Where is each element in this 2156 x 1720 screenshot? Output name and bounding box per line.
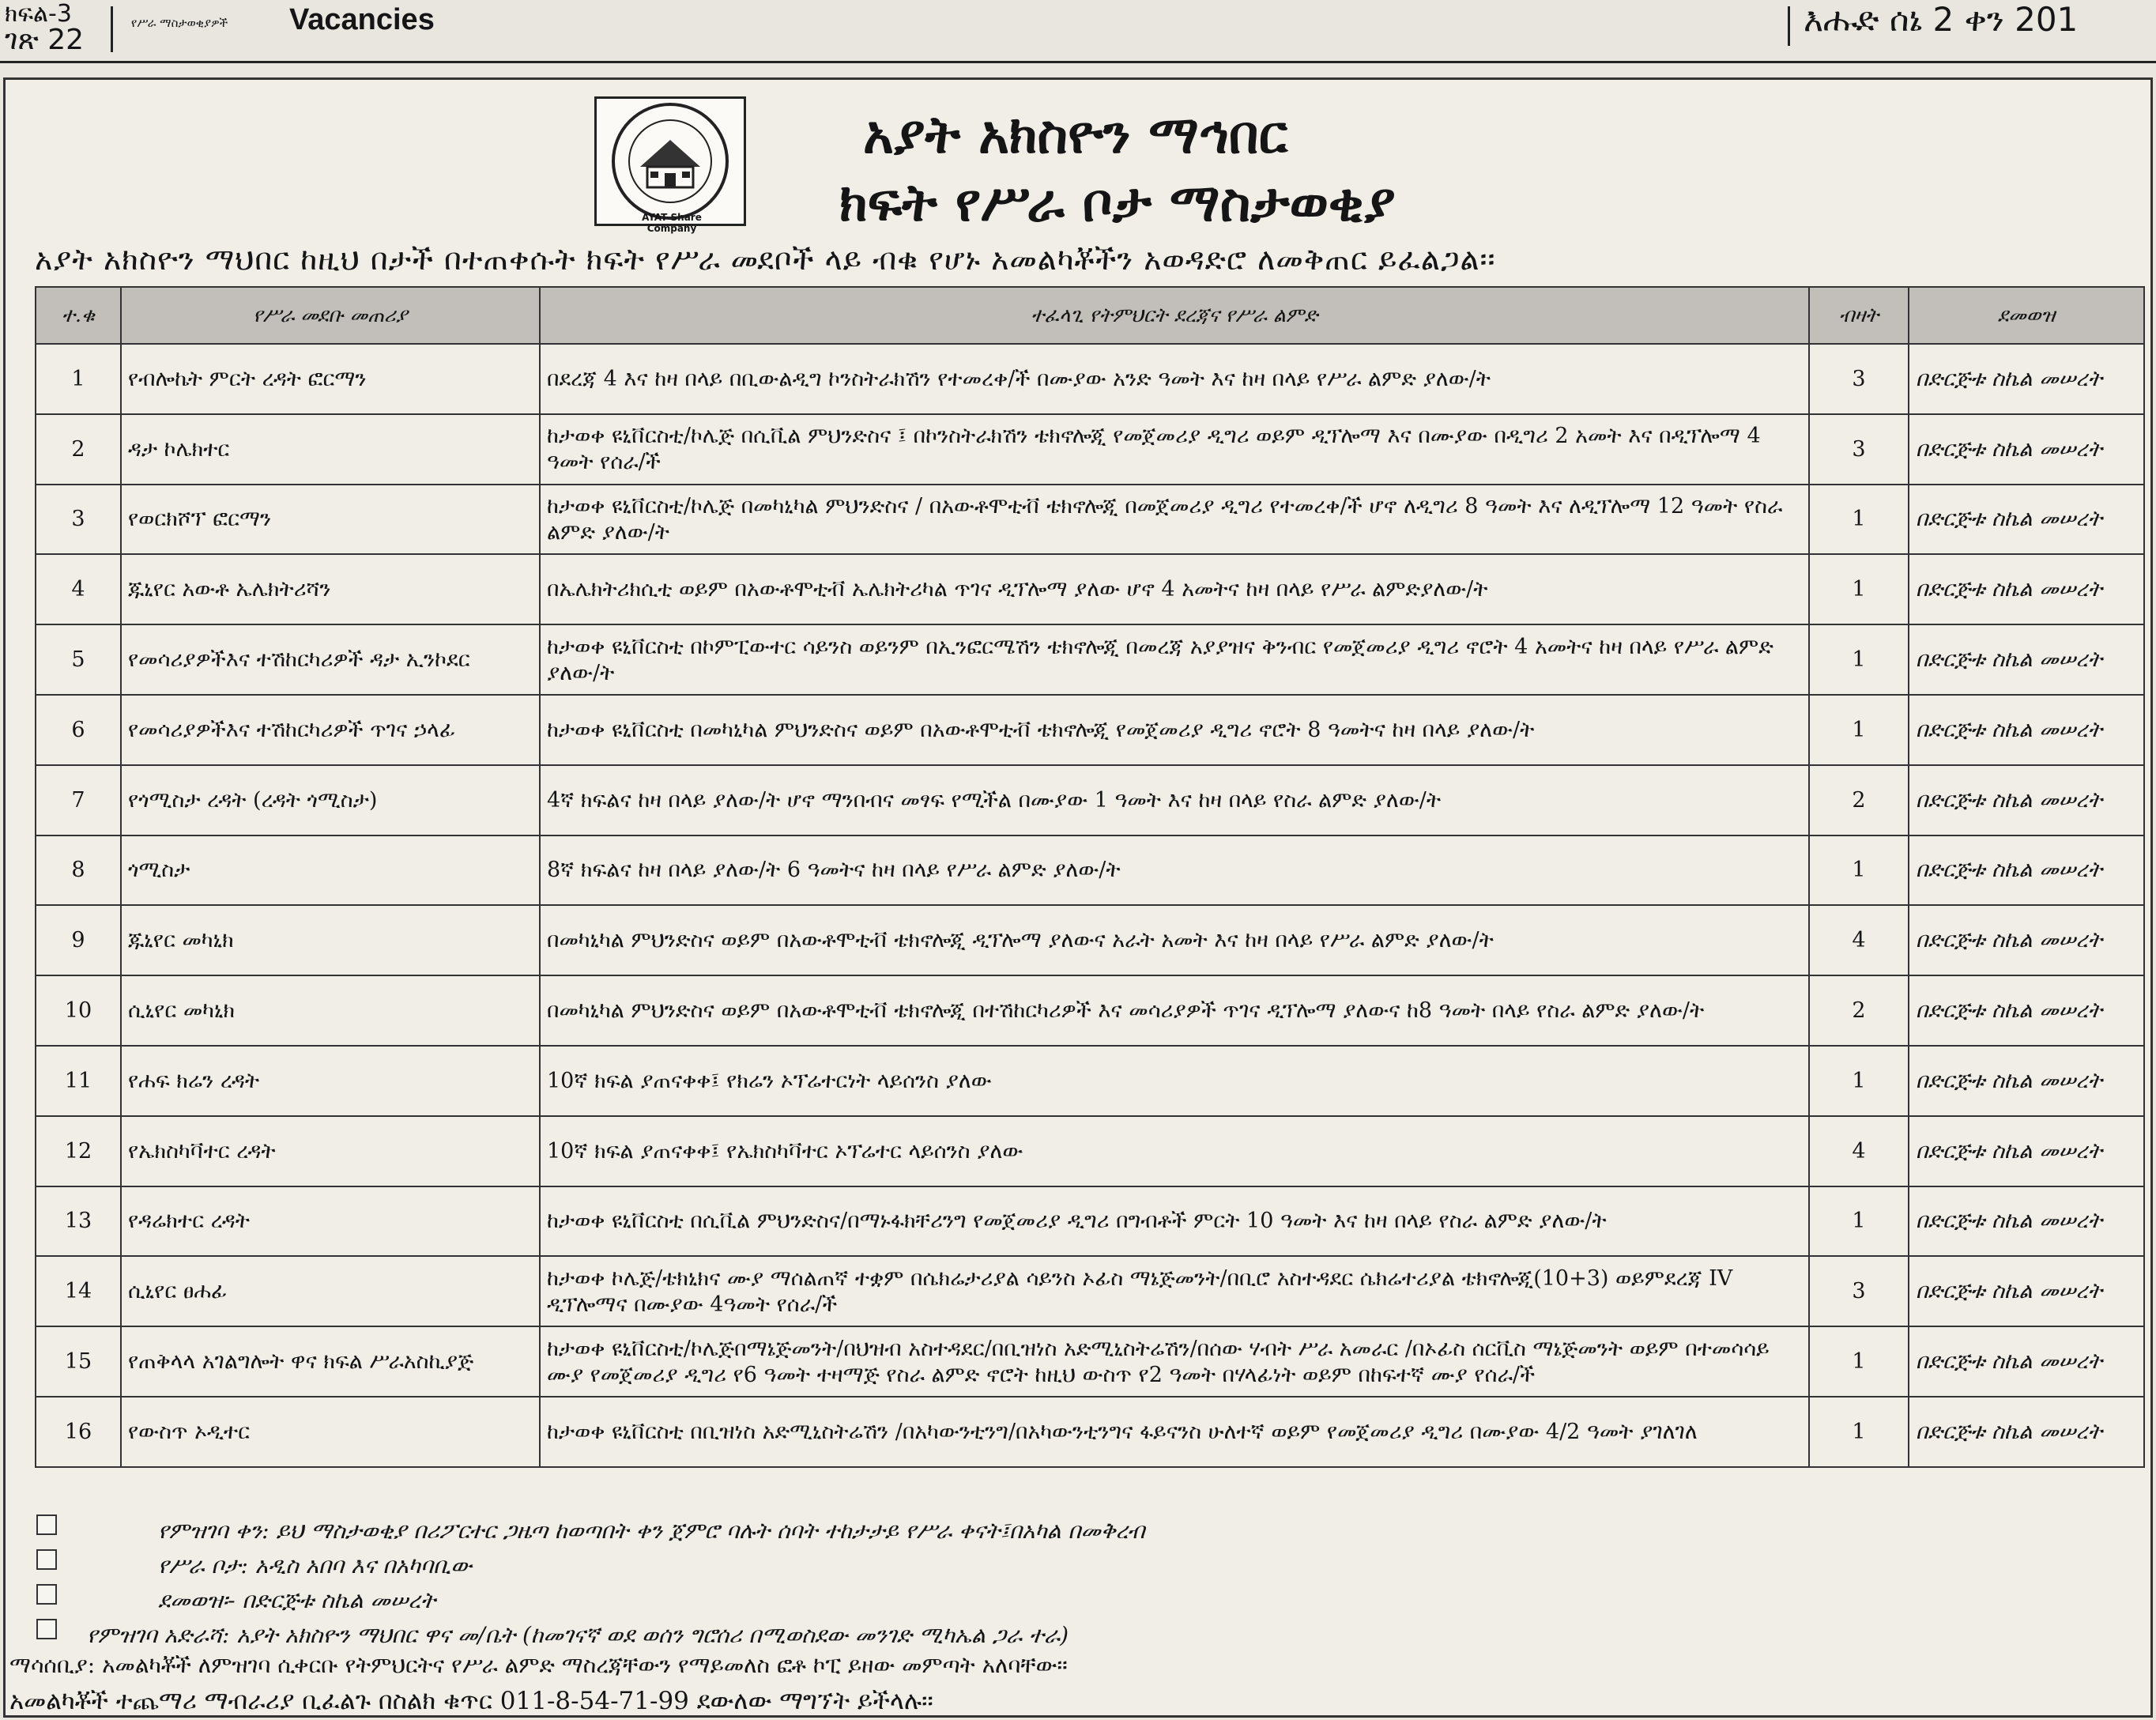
cell-requirements: ከታወቀ ዩኒቨርስቲ/ኮሌጅ በመካኒካል ምህንድስና / በአውቶሞቲቭ ቴክኖሎጂ በመጀመሪያ ዲግሪ የተመረቀ/ች ሆኖ ለዲግሪ 8 ዓመት እና ለዲፕሎማ 12 ዓመት የስራ ልምድ ያለው/ት xyxy=(540,485,1809,555)
cell-salary: በድርጅቱ ስኬል መሠረት xyxy=(1909,695,2144,765)
cell-title: የመሳሪያዎችእና ተሽከርካሪዎች ጥገና ኃላፊ xyxy=(121,695,540,765)
table-row xyxy=(36,1186,2144,1257)
cell-title: የሐፍ ክሬን ረዳት xyxy=(121,1046,540,1116)
cell-salary: በድርጅቱ ስኬል መሠረት xyxy=(1909,1046,2144,1116)
header-salary: ደመወዝ xyxy=(1909,287,2144,344)
header-quantity: ብዛት xyxy=(1809,287,1909,344)
table-row xyxy=(36,1326,2144,1397)
cell-requirements: በመካኒካል ምህንድስና ወይም በአውቶሞቲቭ ቴክኖሎጂ ዲፕሎማ ያለውና አራት አመት እና ከዛ በላይ የሥራ ልምድ ያለው/ት xyxy=(540,905,1809,975)
cell-quantity: 1 xyxy=(1809,624,1909,695)
cell-title: የኤክስካቫተር ረዳት xyxy=(121,1116,540,1186)
cell-title: የወርክሾፕ ፎርማን xyxy=(121,485,540,555)
note-remark: ማሳሰቢያ: አመልካቾች ለምዝገባ ሲቀርቡ የትምህርትና የሥራ ልምድ ማስረጃቸውን የማይመለስ ፎቶ ኮፒ ይዘው መምጣት አለባቸው፡፡ xyxy=(9,1652,1068,1678)
cell-requirements: ከታወቀ ዩኒቨርስቲ በሲቪል ምህንድስና/በማኑፋክቸሪንግ የመጀመሪያ ዲግሪ በግብቶች ምርት 10 ዓመት እና ከዛ በላይ የስራ ልምድ ያለው/ት xyxy=(540,1186,1809,1257)
cell-salary: በድርጅቱ ስኬል መሠረት xyxy=(1909,975,2144,1046)
cell-quantity: 3 xyxy=(1809,414,1909,485)
cell-requirements: ከታወቀ ኮሌጅ/ቴክኒክና ሙያ ማሰልጠኛ ተቋም በሴክሬታሪያል ሳይንስ ኦፊስ ማኔጅመንት/በቢሮ አስተዳደር ሴክሬተሪያል ቴክኖሎጂ(10+3) ወይምደረጃ IV ዲፕሎማና በሙያው 4ዓመት የሰራ/ች xyxy=(540,1256,1809,1326)
cell-no: 9 xyxy=(36,905,121,975)
cell-requirements: በደረጃ 4 እና ከዛ በላይ በቢውልዲግ ኮንስትራክሽን የተመረቀ/ች በሙያው አንድ ዓመት እና ከዛ በላይ የሥራ ልምድ ያለው/ት xyxy=(540,344,1809,414)
cell-salary: በድርጅቱ ስኬል መሠረት xyxy=(1909,1256,2144,1326)
cell-salary: በድርጅቱ ስኬል መሠረት xyxy=(1909,554,2144,624)
cell-quantity: 3 xyxy=(1809,344,1909,414)
cell-quantity: 2 xyxy=(1809,975,1909,1046)
cell-title: ዳታ ኮሌክተር xyxy=(121,414,540,485)
cell-title: ጎሚስታ xyxy=(121,835,540,906)
cell-requirements: በኤሌክትሪክሲቲ ወይም በአውቶሞቲቭ ኤሌክትሪካል ጥገና ዲፕሎማ ያለው ሆኖ 4 አመትና ከዛ በላይ የሥራ ልምድያለው/ት xyxy=(540,554,1809,624)
cell-quantity: 1 xyxy=(1809,554,1909,624)
bullet-box-icon xyxy=(36,1584,57,1605)
cell-salary: በድርጅቱ ስኬል መሠረት xyxy=(1909,1186,2144,1257)
note-contact: አመልካቾች ተጨማሪ ማብራሪያ ቢፈልጉ በስልክ ቁጥር 011-8-54-71-99 ደውለው ማግኘት ይችላሉ፡፡ xyxy=(9,1687,933,1715)
cell-no: 11 xyxy=(36,1046,121,1116)
table-row xyxy=(36,765,2144,835)
cell-no: 5 xyxy=(36,624,121,695)
cell-quantity: 1 xyxy=(1809,485,1909,555)
section-small-label: የሥራ ማስታወቂያዎች xyxy=(131,16,228,30)
table-row xyxy=(36,695,2144,765)
cell-salary: በድርጅቱ ስኬል መሠረት xyxy=(1909,344,2144,414)
cell-quantity: 3 xyxy=(1809,1256,1909,1326)
cell-title: ሲኒየር መካኒክ xyxy=(121,975,540,1046)
page-number: ገጽ 22 xyxy=(5,24,85,56)
cell-no: 1 xyxy=(36,344,121,414)
issue-date: እሑድ ሰኔ 2 ቀን 201 xyxy=(1804,0,2079,39)
cell-quantity: 2 xyxy=(1809,765,1909,835)
logo-caption: AYAT Share Company xyxy=(642,212,702,234)
note-salary: ደመወዝ፡- በድርጅቱ ስኬል መሠረት xyxy=(158,1587,436,1613)
cell-title: ጁኒየር አውቶ ኤሌክትሪሻን xyxy=(121,554,540,624)
cell-requirements: 4ኛ ክፍልና ከዛ በላይ ያለው/ት ሆኖ ማንበብና መፃፍ የሚችል በሙያው 1 ዓመት እና ከዛ በላይ የስራ ልምድ ያለው/ት xyxy=(540,765,1809,835)
cell-no: 13 xyxy=(36,1186,121,1257)
cell-salary: በድርጅቱ ስኬል መሠረት xyxy=(1909,1116,2144,1186)
table-row xyxy=(36,414,2144,485)
company-name: አያት አክስዮን ማኅበር xyxy=(863,104,1288,165)
bullet-box-icon xyxy=(36,1549,57,1570)
cell-no: 4 xyxy=(36,554,121,624)
cell-no: 2 xyxy=(36,414,121,485)
cell-title: የጠቅላላ አገልግሎት ዋና ክፍል ሥራአስኪያጅ xyxy=(121,1326,540,1397)
table-row xyxy=(36,1116,2144,1186)
cell-no: 16 xyxy=(36,1397,121,1467)
table-header-row xyxy=(36,287,2144,344)
table-row xyxy=(36,554,2144,624)
company-logo xyxy=(594,96,746,226)
ad-title: ክፍት የሥራ ቦታ ማስታወቂያ xyxy=(839,172,1396,233)
note-work-place: የሥራ ቦታ: አዲስ አበባ እና በአካባቢው xyxy=(158,1552,473,1579)
cell-title: የብሎኬት ምርት ረዳት ፎርማን xyxy=(121,344,540,414)
table-row xyxy=(36,1046,2144,1116)
table-row xyxy=(36,975,2144,1046)
cell-no: 12 xyxy=(36,1116,121,1186)
cell-quantity: 4 xyxy=(1809,1116,1909,1186)
cell-salary: በድርጅቱ ስኬል መሠረት xyxy=(1909,765,2144,835)
cell-requirements: ከታወቀ ዩኒቨርስቲ/ኮሌጅበማኔጅመንት/በህዝብ አስተዳደር/በቢዝነስ አድሚኒስትሬሽን/በሰው ሃብት ሥራ አመራር /በኦፊስ ሰርቪስ ማኔጅመንት ወይም በተመሳሳይ ሙያ የመጀመሪያ ዲግሪ የ6 ዓመት ተዛማጅ የስራ ልምድ ኖሮት ከዚህ ውስጥ የ2 ዓመት በሃላፊነት ወይም በከፍተኛ ሙያ የሰራ/ች xyxy=(540,1326,1809,1397)
cell-title: ሲኒየር ፀሐፊ xyxy=(121,1256,540,1326)
cell-no: 15 xyxy=(36,1326,121,1397)
bullet-box-icon xyxy=(36,1619,57,1639)
vacancy-table xyxy=(35,286,2145,1468)
note-registration-days: የምዝገባ ቀን: ይህ ማስታወቂያ በሪፖርተር ጋዜጣ ከወጣበት ቀን ጀምሮ ባሉት ሰባት ተከታታይ የሥራ ቀናት፤በአካል በመቅረብ xyxy=(158,1518,1145,1544)
bullet-box-icon xyxy=(36,1514,57,1535)
vacancies-label: Vacancies xyxy=(289,3,435,36)
cell-salary: በድርጅቱ ስኬል መሠረት xyxy=(1909,485,2144,555)
header-divider-right xyxy=(1788,6,1790,46)
table-row xyxy=(36,344,2144,414)
cell-salary: በድርጅቱ ስኬል መሠረት xyxy=(1909,624,2144,695)
table-row xyxy=(36,1256,2144,1326)
header-divider xyxy=(111,6,113,52)
cell-salary: በድርጅቱ ስኬል መሠረት xyxy=(1909,414,2144,485)
table-row xyxy=(36,485,2144,555)
cell-no: 10 xyxy=(36,975,121,1046)
page-header xyxy=(0,0,2156,63)
cell-requirements: ከታወቀ ዩኒቨርስቲ በኮምፒውተር ሳይንስ ወይንም በኢንፎርሜሽን ቴክኖሎጂ በመረጃ አያያዝና ቅንብር የመጀመሪያ ዲግሪ ኖሮት 4 አመትና ከዛ በላይ የሥራ ልምድ ያለው/ት xyxy=(540,624,1809,695)
cell-salary: በድርጅቱ ስኬል መሠረት xyxy=(1909,835,2144,906)
cell-no: 8 xyxy=(36,835,121,906)
cell-title: ጁኒየር መካኒክ xyxy=(121,905,540,975)
intro-text: አያት አክስዮን ማህበር ከዚህ በታች በተጠቀሱት ክፍት የሥራ መደቦች ላይ ብቁ የሆኑ አመልካቾችን አወዳድሮ ለመቅጠር ይፈልጋል፡፡ xyxy=(35,242,1496,277)
cell-no: 6 xyxy=(36,695,121,765)
header-no: ተ.ቁ xyxy=(36,287,121,344)
cell-title: የጎሚስታ ረዳት (ረዳት ጎሚስታ) xyxy=(121,765,540,835)
cell-salary: በድርጅቱ ስኬል መሠረት xyxy=(1909,905,2144,975)
header-requirements: ተፈላጊ የትምህርት ደረጃና የሥራ ልምድ xyxy=(540,287,1809,344)
cell-quantity: 1 xyxy=(1809,1186,1909,1257)
header-title: የሥራ መደቡ መጠሪያ xyxy=(121,287,540,344)
cell-salary: በድርጅቱ ስኬል መሠረት xyxy=(1909,1397,2144,1467)
cell-title: የዳሬክተር ረዳት xyxy=(121,1186,540,1257)
cell-quantity: 1 xyxy=(1809,695,1909,765)
cell-requirements: ከታወቀ ዩኒቨርስቲ በመካኒካል ምህንድስና ወይም በአውቶሞቲቭ ቴክኖሎጂ የመጀመሪያ ዲግሪ ኖሮት 8 ዓመትና ከዛ በላይ ያለው/ት xyxy=(540,695,1809,765)
cell-no: 14 xyxy=(36,1256,121,1326)
note-registration-address: የምዝገባ አድራሻ: አያት አክስዮን ማህበር ዋና መ/ቤት (ከመገናኛ ወደ ወሰን ግሮሰሪ በሚወስደው መንገድ ሚካኤል ጋራ ተራ) xyxy=(87,1622,1069,1648)
section-label: ክፍል-3 xyxy=(5,0,72,28)
cell-quantity: 1 xyxy=(1809,1046,1909,1116)
cell-requirements: 10ኛ ክፍል ያጠናቀቀ፤ የኤክስካቫተር ኦፕሬተር ላይሰንስ ያለው xyxy=(540,1116,1809,1186)
cell-requirements: 10ኛ ክፍል ያጠናቀቀ፤ የክሬን ኦፕሬተርነት ላይሰንስ ያለው xyxy=(540,1046,1809,1116)
table-row xyxy=(36,835,2144,906)
cell-requirements: 8ኛ ክፍልና ከዛ በላይ ያለው/ት 6 ዓመትና ከዛ በላይ የሥራ ልምድ ያለው/ት xyxy=(540,835,1809,906)
cell-requirements: ከታወቀ ዩኒቨርስቲ/ኮሌጅ በሲቪል ምህንድስና ፤ በኮንስትራክሽን ቴክኖሎጂ የመጀመሪያ ዲግሪ ወይም ዲፕሎማ እና በሙያው በዲግሪ 2 አመት እና በዲፕሎማ 4 ዓመት የሰራ/ች xyxy=(540,414,1809,485)
house-logo-icon xyxy=(597,99,744,224)
cell-no: 3 xyxy=(36,485,121,555)
cell-quantity: 1 xyxy=(1809,1397,1909,1467)
cell-salary: በድርጅቱ ስኬል መሠረት xyxy=(1909,1326,2144,1397)
cell-no: 7 xyxy=(36,765,121,835)
table-row xyxy=(36,1397,2144,1467)
cell-requirements: ከታወቀ ዩኒቨርስቲ በቢዝነስ አድሚኒስትሬሽን /በአካውንቲንግ/በአካውንቲንግና ፋይናንስ ሁለተኛ ወይም የመጀመሪያ ዲግሪ በሙያው 4/2 ዓመት ያገለገለ xyxy=(540,1397,1809,1467)
cell-requirements: በመካኒካል ምህንድስና ወይም በአውቶሞቲቭ ቴክኖሎጂ በተሽከርካሪዎች እና መሳሪያዎች ጥገና ዲፕሎማ ያለውና ከ8 ዓመት በላይ የስራ ልምድ ያለው/ት xyxy=(540,975,1809,1046)
table-row xyxy=(36,905,2144,975)
cell-quantity: 1 xyxy=(1809,835,1909,906)
cell-title: የመሳሪያዎችእና ተሽከርካሪዎች ዳታ ኢንኮደር xyxy=(121,624,540,695)
cell-quantity: 4 xyxy=(1809,905,1909,975)
cell-title: የውስጥ ኦዲተር xyxy=(121,1397,540,1467)
cell-quantity: 1 xyxy=(1809,1326,1909,1397)
table-row xyxy=(36,624,2144,695)
